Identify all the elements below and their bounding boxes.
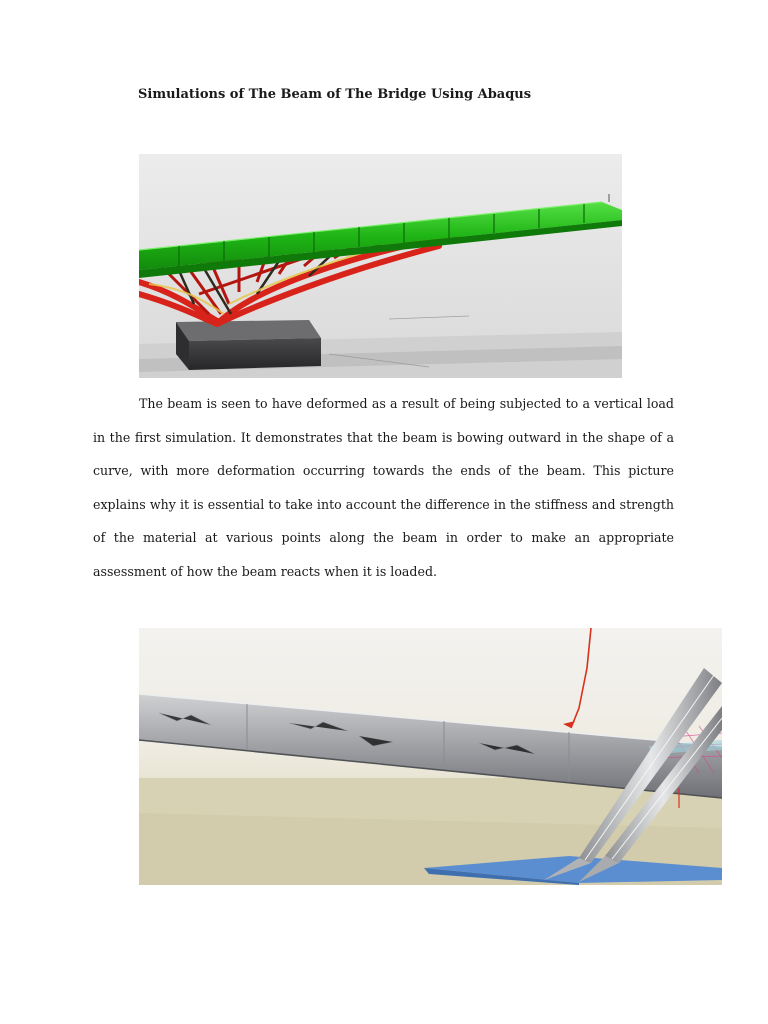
body-paragraph-text: The beam is seen to have deformed as a result of being subjected to a vertical load in the first simulation. It demonstrates that the beam is bowing outward in the shape of a curve, with more deformation occurring towards the ends of the beam. This picture explains why it is essential to take into account the difference in the stiffness and strength of the material at various points along the beam in order to make an appropriate assessment of how the beam reacts when it is loaded. [93, 396, 674, 579]
section-heading: Simulations of The Beam of The Bridge Using Abaqus [138, 87, 532, 102]
bridge-simulation-image-1 [139, 154, 622, 378]
body-paragraph [93, 387, 674, 589]
bridge-simulation-image-2 [139, 628, 722, 885]
